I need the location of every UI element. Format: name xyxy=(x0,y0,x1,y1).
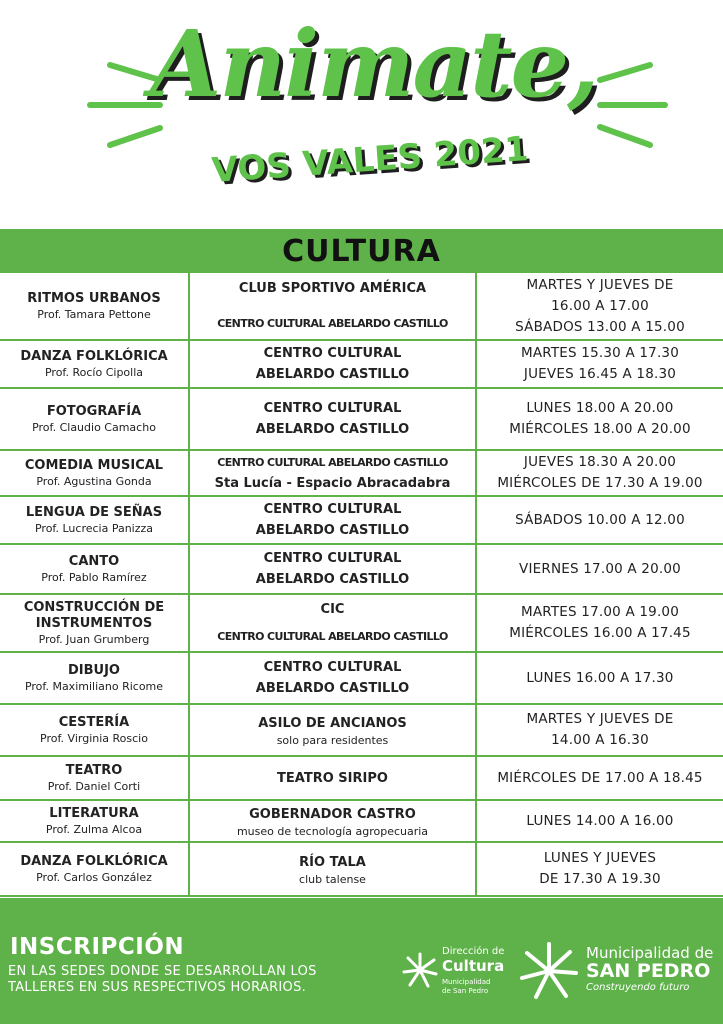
course-cell xyxy=(0,705,190,755)
venue-name: CENTRO CULTURAL xyxy=(263,346,402,361)
municipalidad-logo-line2: SAN PEDRO xyxy=(586,960,711,982)
direccion-cultura-logo xyxy=(400,944,520,1004)
cultura-logo-icon xyxy=(400,950,440,990)
venue-name: CENTRO CULTURAL ABELARDO CASTILLO xyxy=(217,456,448,469)
course-name: FOTOGRAFÍA xyxy=(46,403,142,419)
venue-name: ABELARDO CASTILLO xyxy=(255,422,410,437)
table-row xyxy=(0,497,723,545)
schedule-cell xyxy=(477,497,723,543)
course-name: LENGUA DE SEÑAS xyxy=(25,504,163,520)
table-row xyxy=(0,389,723,451)
venue-name: CENTRO CULTURAL xyxy=(263,401,402,416)
table-row xyxy=(0,653,723,705)
venue-name: ABELARDO CASTILLO xyxy=(255,572,410,587)
schedule-line: JUEVES 16.45 A 18.30 xyxy=(523,366,677,382)
table-row xyxy=(0,705,723,757)
venue-note: solo para residentes xyxy=(276,734,389,747)
cultura-logo-line2: Cultura xyxy=(442,957,505,975)
professor-name: Prof. Virginia Roscio xyxy=(40,731,148,745)
municipalidad-logo-line3: Construyendo futuro xyxy=(586,982,690,993)
course-cell xyxy=(0,653,190,703)
schedule-cell xyxy=(477,595,723,651)
schedule-cell xyxy=(477,757,723,799)
course-name: COMEDIA MUSICAL xyxy=(24,457,164,473)
course-name: DIBUJO xyxy=(68,662,120,678)
schedule-cell xyxy=(477,653,723,703)
section-title: CULTURA xyxy=(282,233,441,269)
schedule-line: LUNES 16.00 A 17.30 xyxy=(526,669,674,686)
venue-name: CIC xyxy=(320,602,345,617)
schedule-cell xyxy=(477,273,723,339)
municipalidad-logo xyxy=(518,938,718,1008)
course-cell xyxy=(0,545,190,593)
venue-cell xyxy=(190,595,477,651)
schedule-line: VIERNES 17.00 A 20.00 xyxy=(519,560,681,577)
venue-name: RÍO TALA xyxy=(299,855,366,870)
schedule-line: SÁBADOS 10.00 A 12.00 xyxy=(515,511,685,528)
course-name: CESTERÍA xyxy=(58,714,130,730)
course-cell xyxy=(0,757,190,799)
professor-name: Prof. Lucrecia Panizza xyxy=(34,521,154,535)
schedule-line: LUNES 14.00 A 16.00 xyxy=(526,812,674,829)
schedule-line: MARTES 17.00 A 19.00 xyxy=(520,604,680,620)
table-row xyxy=(0,341,723,389)
schedule-line: MIÉRCOLES DE 17.30 A 19.00 xyxy=(497,475,703,491)
schedule-cell xyxy=(477,801,723,841)
course-cell xyxy=(0,273,190,339)
footer xyxy=(0,898,723,1024)
course-cell xyxy=(0,389,190,449)
professor-name: Prof. Pablo Ramírez xyxy=(41,570,147,584)
professor-name: Prof. Zulma Alcoa xyxy=(45,822,143,836)
course-name: DANZA FOLKLÓRICA xyxy=(20,853,168,869)
schedule-line: LUNES 18.00 A 20.00 xyxy=(526,400,674,416)
venue-name: ABELARDO CASTILLO xyxy=(255,367,410,382)
venue-name: GOBERNADOR CASTRO xyxy=(249,807,416,822)
inscription-text: EN LAS SEDES DONDE SE DESARROLLAN LOS TALLERES EN SUS RESPECTIVOS HORARIOS. xyxy=(8,964,317,995)
venue-name: ASILO DE ANCIANOS xyxy=(258,716,407,731)
schedule-cell xyxy=(477,451,723,495)
schedule-cell xyxy=(477,545,723,593)
schedule-line: 14.00 A 16.30 xyxy=(551,732,649,748)
venue-cell xyxy=(190,801,477,841)
course-name: DANZA FOLKLÓRICA xyxy=(20,348,168,364)
course-cell xyxy=(0,451,190,495)
course-name: LITERATURA xyxy=(49,805,139,821)
venue-cell xyxy=(190,843,477,895)
schedule-line: MIÉRCOLES DE 17.00 A 18.45 xyxy=(497,769,703,786)
venue-cell xyxy=(190,705,477,755)
course-name: TEATRO xyxy=(65,762,123,778)
venue-name: Sta Lucía - Espacio Abracadabra xyxy=(214,476,451,491)
venue-cell xyxy=(190,757,477,799)
venue-name: CENTRO CULTURAL xyxy=(263,551,402,566)
schedule-cell xyxy=(477,843,723,895)
venue-cell xyxy=(190,653,477,703)
schedule-cell xyxy=(477,341,723,387)
municipalidad-logo-line1: Municipalidad de xyxy=(586,944,714,962)
schedule-line: 16.00 A 17.00 xyxy=(551,297,649,314)
table-row xyxy=(0,595,723,653)
schedule-line: MIÉRCOLES 18.00 A 20.00 xyxy=(509,421,691,437)
section-band xyxy=(0,229,723,273)
schedule-line: MARTES Y JUEVES DE xyxy=(526,711,674,727)
table-row xyxy=(0,545,723,595)
venue-cell xyxy=(190,341,477,387)
course-cell xyxy=(0,595,190,651)
venue-note: club talense xyxy=(299,873,366,886)
course-name: RITMOS URBANOS xyxy=(27,290,161,306)
professor-name: Prof. Juan Grumberg xyxy=(38,632,150,646)
course-cell xyxy=(0,497,190,543)
cultura-logo-line3: Municipalidad xyxy=(442,978,491,986)
schedule-line: MIÉRCOLES 16.00 A 17.45 xyxy=(509,625,691,641)
professor-name: Prof. Claudio Camacho xyxy=(32,420,156,434)
schedule-line: MARTES 15.30 A 17.30 xyxy=(520,345,680,361)
venue-name: TEATRO SIRIPO xyxy=(277,770,388,786)
schedule-cell xyxy=(477,705,723,755)
schedule-line: LUNES Y JUEVES xyxy=(543,850,657,866)
professor-name: Prof. Maximiliano Ricome xyxy=(24,679,164,693)
poster-subtitle: VOS VALES 2021 xyxy=(210,128,530,192)
venue-cell xyxy=(190,545,477,593)
venue-cell xyxy=(190,273,477,339)
schedule-line: JUEVES 18.30 A 20.00 xyxy=(523,454,677,470)
table-row xyxy=(0,451,723,497)
schedule-line: DE 17.30 A 19.30 xyxy=(539,871,661,887)
inscription-title: INSCRIPCIÓN xyxy=(10,934,185,960)
cultura-logo-line1: Dirección de xyxy=(442,946,505,957)
table-row xyxy=(0,843,723,897)
venue-name: CENTRO CULTURAL xyxy=(263,502,402,517)
table-row xyxy=(0,273,723,341)
professor-name: Prof. Rocío Cipolla xyxy=(44,365,144,379)
venue-cell xyxy=(190,451,477,495)
cultura-logo-line4: de San Pedro xyxy=(442,987,489,995)
professor-name: Prof. Agustina Gonda xyxy=(36,474,152,488)
course-cell xyxy=(0,341,190,387)
schedule-line: SÁBADOS 13.00 A 15.00 xyxy=(515,318,685,335)
venue-name: CLUB SPORTIVO AMÉRICA xyxy=(238,281,427,296)
table-row xyxy=(0,801,723,843)
poster-title: Animate, xyxy=(150,10,598,118)
venue-cell xyxy=(190,497,477,543)
course-cell xyxy=(0,801,190,841)
course-name: CANTO xyxy=(68,553,120,569)
municipalidad-logo-icon xyxy=(518,940,580,1002)
venue-name: CENTRO CULTURAL ABELARDO CASTILLO xyxy=(217,630,448,643)
professor-name: Prof. Tamara Pettone xyxy=(37,307,151,321)
venue-name: CENTRO CULTURAL ABELARDO CASTILLO xyxy=(217,317,448,330)
venue-note: museo de tecnología agropecuaria xyxy=(236,825,429,838)
right-burst-icon xyxy=(590,55,680,155)
venue-name: ABELARDO CASTILLO xyxy=(255,681,410,696)
course-name: CONSTRUCCIÓN DE INSTRUMENTOS xyxy=(23,599,165,631)
schedule-line: MARTES Y JUEVES DE xyxy=(526,276,674,293)
poster-header xyxy=(0,0,723,230)
professor-name: Prof. Carlos González xyxy=(36,870,152,884)
venue-name: CENTRO CULTURAL xyxy=(263,660,402,675)
table-row xyxy=(0,757,723,801)
course-cell xyxy=(0,843,190,895)
venue-name: ABELARDO CASTILLO xyxy=(255,523,410,538)
professor-name: Prof. Daniel Corti xyxy=(47,779,141,793)
schedule-table xyxy=(0,273,723,897)
schedule-cell xyxy=(477,389,723,449)
venue-cell xyxy=(190,389,477,449)
